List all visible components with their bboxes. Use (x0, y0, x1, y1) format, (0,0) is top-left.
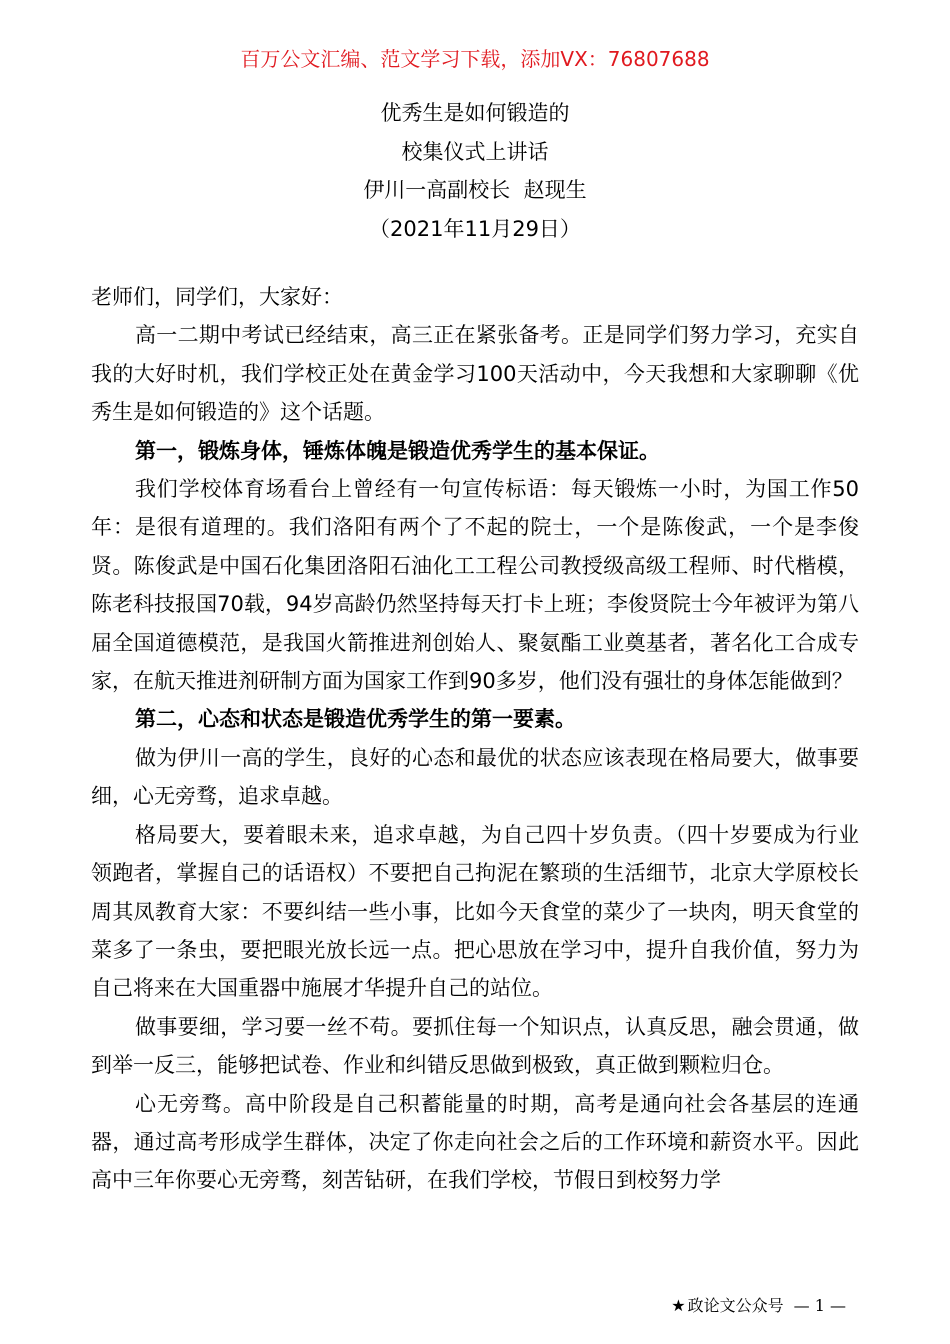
footer-source: 政论文公众号 (687, 1296, 784, 1315)
page-number: — 1 — (793, 1296, 846, 1315)
title-block (0, 94, 950, 248)
star-icon: ★ (671, 1296, 686, 1315)
speaker-line: 伊川一高副校长 赵现生 (363, 178, 587, 202)
document-subtitle: 校集仪式上讲话 (401, 139, 549, 164)
promo-banner: 百万公文汇编、范文学习下载，添加VX：76807688 (240, 47, 710, 71)
date-line: （2021年11月29日） (369, 216, 581, 241)
body-paragraph: 我们学校体育场看台上曾经有一句宣传标语：每天锻炼一小时，为国工作50年：是很有道理的。我们洛阳有两个了不起的院士，一个是陈俊武，一个是李俊贤。陈俊武是中国石化集团洛阳石油化工工程公司教授级高级工程师、时代楷模，陈老科技报国70载，94岁高龄仍然坚持每天打卡上班；李俊贤院士今年被评为第八届全国道德模范，是我国火箭推进剂创始人、聚氨酯工业奠基者，著名化工合成专家，在航天推进剂研制方面为国家工作到90多岁，他们没有强壮的身体怎能做到？ (91, 477, 859, 694)
body-paragraph: 高一二期中考试已经结束，高三正在紧张备考。正是同学们努力学习，充实自我的大好时机，我们学校正处在黄金学习100天活动中，今天我想和大家聊聊《优秀生是如何锻造的》这个话题。 (91, 323, 859, 425)
document-title: 优秀生是如何锻造的 (380, 101, 570, 125)
greeting-paragraph: 老师们，同学们，大家好： (91, 285, 343, 309)
body-paragraph: 心无旁骛。高中阶段是自己积蓄能量的时期，高考是通向社会各基层的连通器，通过高考形成学生群体，决定了你走向社会之后的工作环境和薪资水平。因此高中三年你要心无旁骛，刻苦钻研，在我们学校，节假日到校努力学 (91, 1091, 859, 1193)
document-body (91, 278, 859, 1200)
section-heading: 第二，心态和状态是锻造优秀学生的第一要素。 (135, 707, 576, 732)
body-paragraph: 格局要大，要着眼未来，追求卓越，为自己四十岁负责。（四十岁要成为行业领跑者，掌握自己的话语权）不要把自己拘泥在繁琐的生活细节，北京大学原校长周其凤教育大家：不要纠结一些小事，比如今天食堂的菜少了一块肉，明天食堂的菜多了一条虫，要把眼光放长远一点。把心思放在学习中，提升自我价值，努力为自己将来在大国重器中施展才华提升自己的站位。 (91, 822, 859, 1001)
body-paragraph: 做事要细，学习要一丝不苟。要抓住每一个知识点，认真反思，融会贯通，做到举一反三，能够把试卷、作业和纠错反思做到极致，真正做到颗粒归仓。 (91, 1014, 859, 1078)
page-footer (671, 1294, 846, 1318)
section-heading: 第一，锻炼身体，锤炼体魄是锻造优秀学生的基本保证。 (135, 438, 660, 463)
body-paragraph: 做为伊川一高的学生，良好的心态和最优的状态应该表现在格局要大，做事要细，心无旁骛，追求卓越。 (91, 745, 859, 809)
